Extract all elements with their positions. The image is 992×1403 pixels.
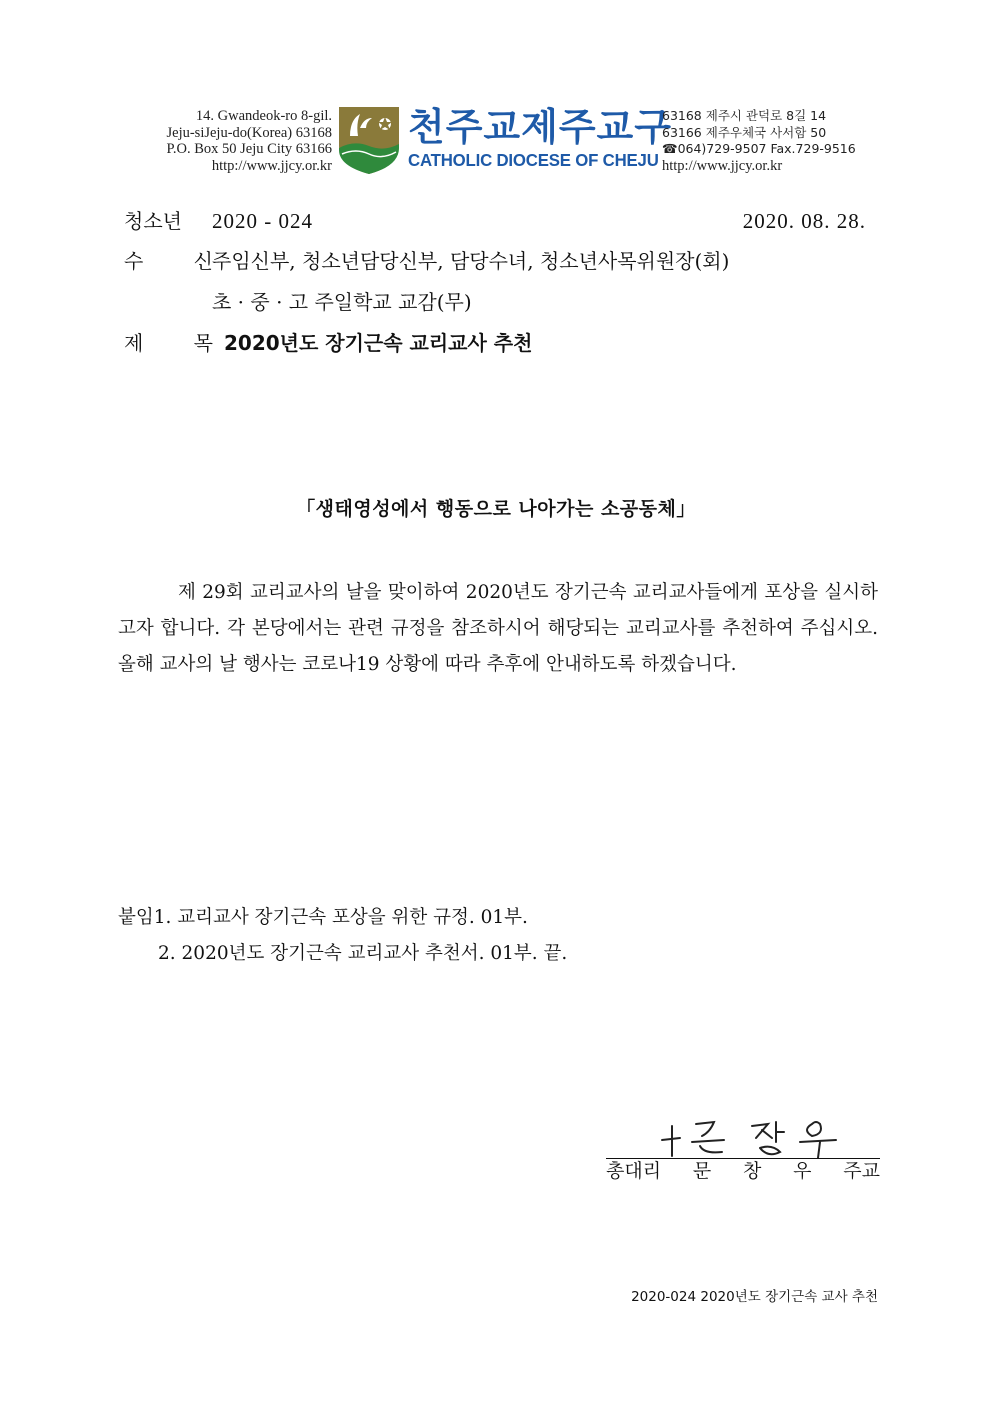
signer-block <box>606 1158 880 1184</box>
recipients-label: 수 신 <box>124 249 235 273</box>
website-link[interactable]: http://www.jjcy.or.kr <box>662 157 783 174</box>
website-link[interactable]: http://www.jjcy.or.kr <box>211 157 332 174</box>
subject-title: 2020년도 장기근속 교리교사 추천 <box>224 331 533 355</box>
address-en-line: P.O. Box 50 Jeju City 63166 <box>166 141 332 157</box>
attachments <box>118 900 567 972</box>
address-kr-line: 63168 제주시 관덕로 8길 14 <box>662 108 827 123</box>
recipients-line: 주임신부, 청소년담당신부, 담당수녀, 청소년사목위원장(회) <box>212 249 730 273</box>
document-date: 2020. 08. 28. <box>742 209 866 233</box>
organization-name <box>408 104 672 170</box>
signer-name-char: 우 <box>793 1160 812 1182</box>
letterhead-address-kr <box>662 108 912 174</box>
document-footer: 2020-024 2020년도 장기근속 교사 추천 <box>631 1289 878 1305</box>
signer-title: 총대리 <box>606 1160 662 1182</box>
signer-name-char: 창 <box>742 1160 762 1182</box>
address-kr-line: 63166 제주우체국 사서함 50 <box>662 124 827 140</box>
document-number: 2020 - 024 <box>212 209 313 233</box>
phone-fax-line: ☎064)729-9507 Fax.729-9516 <box>662 141 856 156</box>
handwritten-signature <box>652 1112 852 1162</box>
address-en-line: 14. Gwandeok-ro 8-gil. <box>195 108 332 124</box>
diocese-logo-icon <box>336 104 402 176</box>
body-text <box>118 575 878 683</box>
signer-rank: 주교 <box>843 1160 880 1182</box>
attachment-item: 2. 2020년도 장기근속 교리교사 추천서. 01부. 끝. <box>158 943 568 964</box>
slogan: 「생태영성에서 행동으로 나아가는 소공동체」 <box>296 498 696 520</box>
signer-name-char: 문 <box>692 1160 712 1182</box>
document-number-label: 청소년 <box>124 209 182 233</box>
org-name-en: CATHOLIC DIOCESE OF CHEJU <box>408 150 659 170</box>
attachment-item: 붙임1. 교리교사 장기근속 포상을 위한 규정. 01부. <box>118 907 528 928</box>
body-paragraph: 제 29회 교리교사의 날을 맞이하여 2020년도 장기근속 교리교사들에게 포상을 실시하고자 합니다. 각 본당에서는 관련 규정을 참조하시어 해당되는 교리교사를 추천하여 주십시오. 올해 교사의 날 행사는 코로나19 상황에 따라 추후에 안내하도록 하겠습니다. <box>118 582 878 675</box>
subject-label: 제 목 <box>124 331 235 355</box>
address-en-line: Jeju-siJeju-do(Korea) 63168 <box>166 124 332 141</box>
letterhead-address-en <box>100 108 332 174</box>
org-name-kr: 천주교제주교구 <box>408 105 672 149</box>
recipients-line: 초 · 중 · 고 주일학교 교감(무) <box>212 290 472 314</box>
